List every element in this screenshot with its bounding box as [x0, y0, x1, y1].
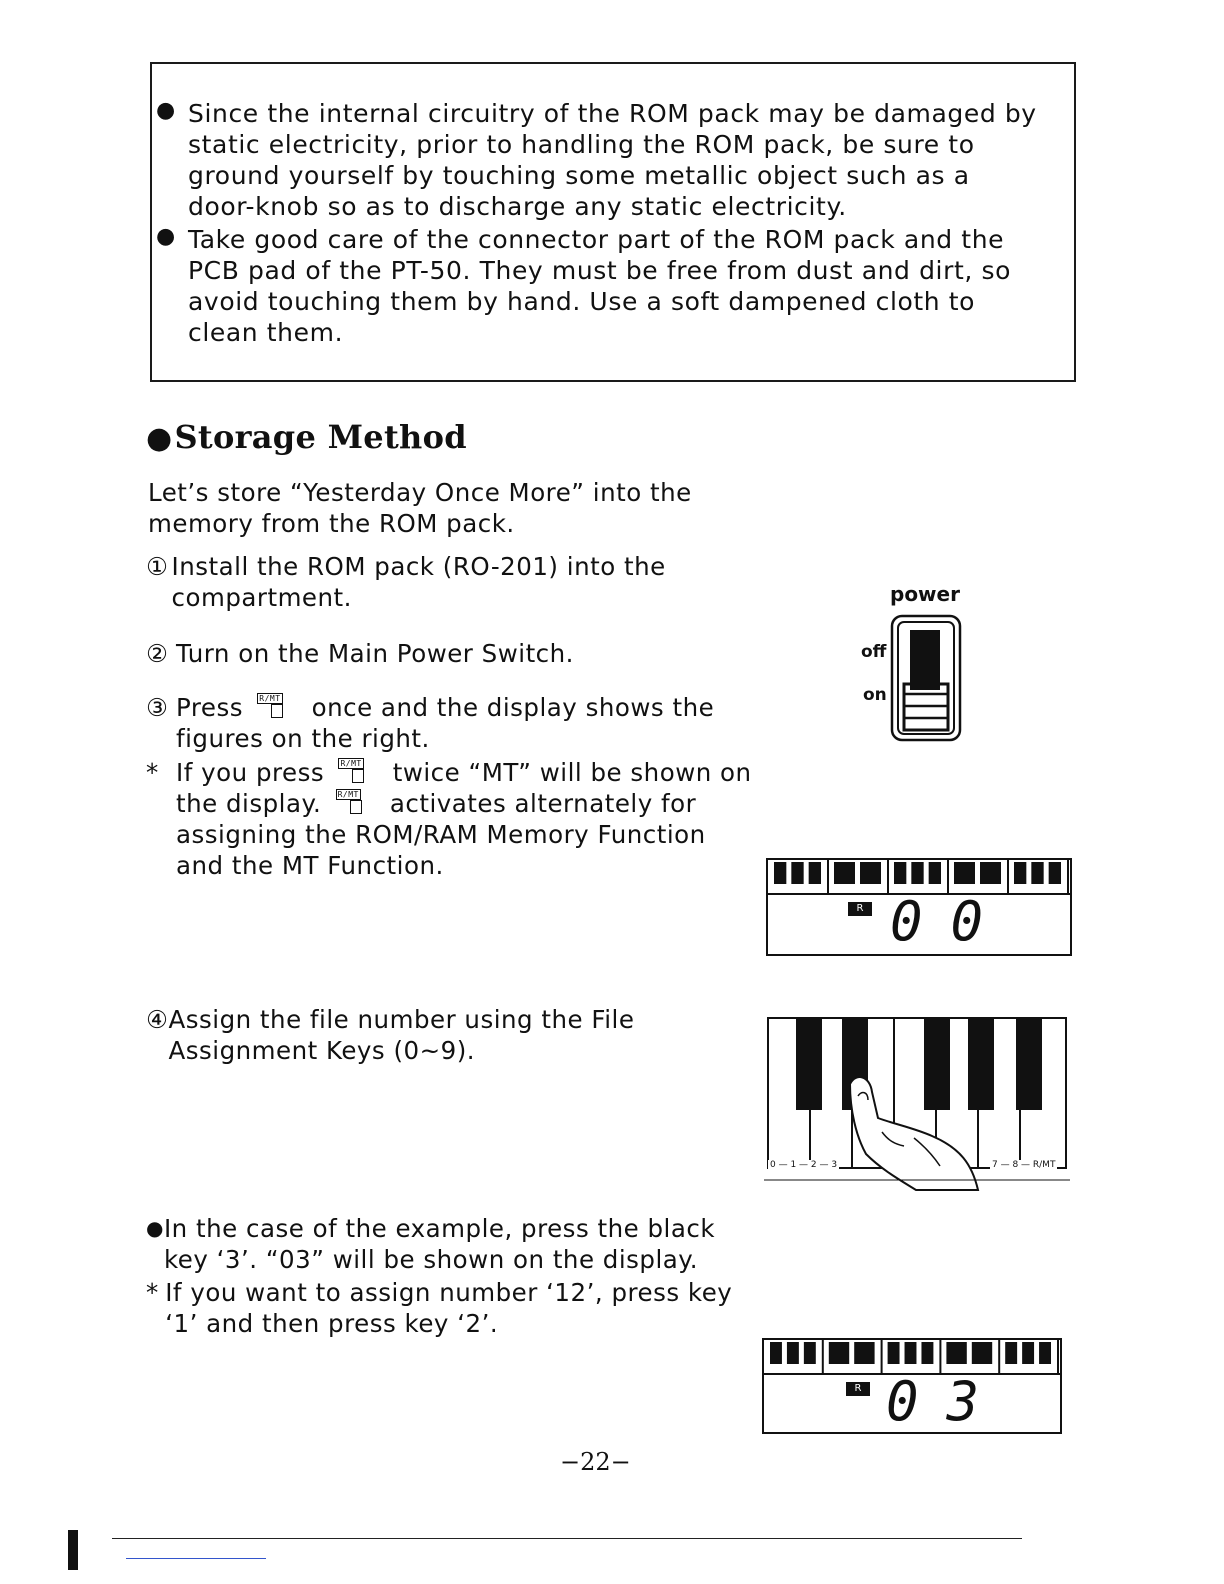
- black-key: [946, 1342, 966, 1364]
- black-key: [954, 862, 975, 884]
- intro-paragraph: Let’s store “Yesterday Once More” into the memory from the ROM pack.: [148, 478, 692, 538]
- black-key: [770, 1342, 782, 1364]
- step-text: Assign the file number using the File Assignment Keys (0~9).: [168, 1005, 635, 1065]
- section-heading: [146, 418, 467, 456]
- black-key: [888, 1342, 900, 1364]
- black-key: [1031, 862, 1043, 884]
- power-switch-figure: [850, 582, 980, 752]
- rmt-key-icon: [257, 692, 297, 718]
- black-key: [829, 1342, 849, 1364]
- step-number: ①: [146, 552, 169, 581]
- notice-bullet-text: Since the internal circuitry of the ROM pack may be damaged by static electricity, prior to handling the ROM pack, be sure to ground yourself by touching some metallic object such as a door-knob so as to discharge any static electricity.: [188, 99, 1037, 221]
- notice-bullet-1: [156, 98, 1040, 222]
- display-figure-1: [766, 858, 1072, 956]
- black-key: [787, 1342, 799, 1364]
- note-2: [146, 1277, 746, 1339]
- black-key: [921, 1342, 933, 1364]
- blue-rule: [126, 1558, 266, 1559]
- power-switch-icon: [890, 614, 964, 744]
- example-bullet: [146, 1213, 746, 1275]
- rmt-key-label: R/MT: [337, 790, 359, 799]
- bullet-dot: ●: [156, 224, 176, 249]
- note-text-part1: If you press: [176, 758, 325, 787]
- step-text: Turn on the Main Power Switch.: [176, 639, 574, 668]
- step-1: [146, 551, 752, 613]
- file-key-labels-left: 0 — 1 — 2 — 3: [770, 1160, 838, 1170]
- step-2: [146, 638, 752, 669]
- note-text-part2: twice “MT” will be shown on the display.: [176, 758, 752, 818]
- step-number: ③: [146, 693, 169, 722]
- black-key: [1049, 862, 1061, 884]
- display-digits: 00: [890, 890, 1012, 953]
- step-text: [176, 692, 752, 754]
- r-indicator: R: [846, 1382, 870, 1396]
- black-key: [791, 862, 803, 884]
- display-digits: 03: [886, 1370, 1008, 1433]
- black-key: [929, 862, 941, 884]
- example-text: In the case of the example, press the black key ‘3’. “03” will be shown on the display.: [163, 1214, 716, 1274]
- on-label: on: [863, 685, 887, 705]
- file-key-labels-right: 7 — 8 — R/MT: [992, 1160, 1056, 1170]
- heading-bullet-icon: ●: [146, 421, 173, 456]
- step-number: ②: [146, 639, 169, 668]
- black-key: [1022, 1342, 1034, 1364]
- black-key: [834, 862, 855, 884]
- black-key: [980, 862, 1001, 884]
- step-3: [146, 692, 752, 754]
- rmt-key-label: R/MT: [340, 759, 362, 768]
- black-key: [972, 1342, 992, 1364]
- black-key: [1014, 862, 1026, 884]
- black-key: [809, 862, 821, 884]
- note-mark: *: [146, 1278, 159, 1307]
- black-key: [1039, 1342, 1051, 1364]
- power-label: power: [890, 582, 960, 606]
- note-text: [176, 757, 752, 881]
- step-text: Install the ROM pack (RO-201) into the compartment.: [171, 552, 666, 612]
- black-key: [1005, 1342, 1017, 1364]
- black-key: [911, 862, 923, 884]
- page-number: −22−: [560, 1448, 631, 1476]
- keyboard-hand-figure: [764, 1014, 1070, 1194]
- rmt-key-icon: [336, 788, 376, 814]
- rmt-key-label: R/MT: [259, 694, 281, 703]
- black-key: [894, 862, 906, 884]
- r-indicator: R: [848, 902, 872, 916]
- bottom-rule: [112, 1538, 1022, 1539]
- notice-box: [150, 62, 1076, 382]
- black-key: [854, 1342, 874, 1364]
- binding-mark: [68, 1530, 78, 1570]
- note-text-part3: activates alternately for assigning the ROM/RAM Memory Function and the MT Function.: [176, 789, 706, 880]
- step-text-after: once and the display shows the figures on the right.: [176, 693, 715, 753]
- rmt-key-icon: [338, 757, 378, 783]
- step-text-before: Press: [176, 693, 243, 722]
- black-key: [804, 1342, 816, 1364]
- display-figure-2: [762, 1338, 1062, 1434]
- notice-bullet-text: Take good care of the connector part of the ROM pack and the PCB pad of the PT-50. They must be free from dust and dirt, so avoid touching them by hand. Use a soft dampened cloth to clean them.: [188, 225, 1011, 347]
- bullet-dot: ●: [146, 1216, 164, 1240]
- black-key: [905, 1342, 917, 1364]
- black-key: [860, 862, 881, 884]
- note-text: If you want to assign number ‘12’, press key ‘1’ and then press key ‘2’.: [165, 1278, 733, 1338]
- section-title: Storage Method: [174, 418, 467, 456]
- notice-bullet-2: [156, 224, 1040, 348]
- step-number: ④: [146, 1005, 169, 1034]
- bullet-dot: ●: [156, 98, 176, 123]
- black-key: [774, 862, 786, 884]
- note-mark: *: [146, 758, 159, 787]
- off-label: off: [861, 642, 887, 662]
- note-1: [146, 757, 752, 881]
- step-4: [146, 1004, 750, 1066]
